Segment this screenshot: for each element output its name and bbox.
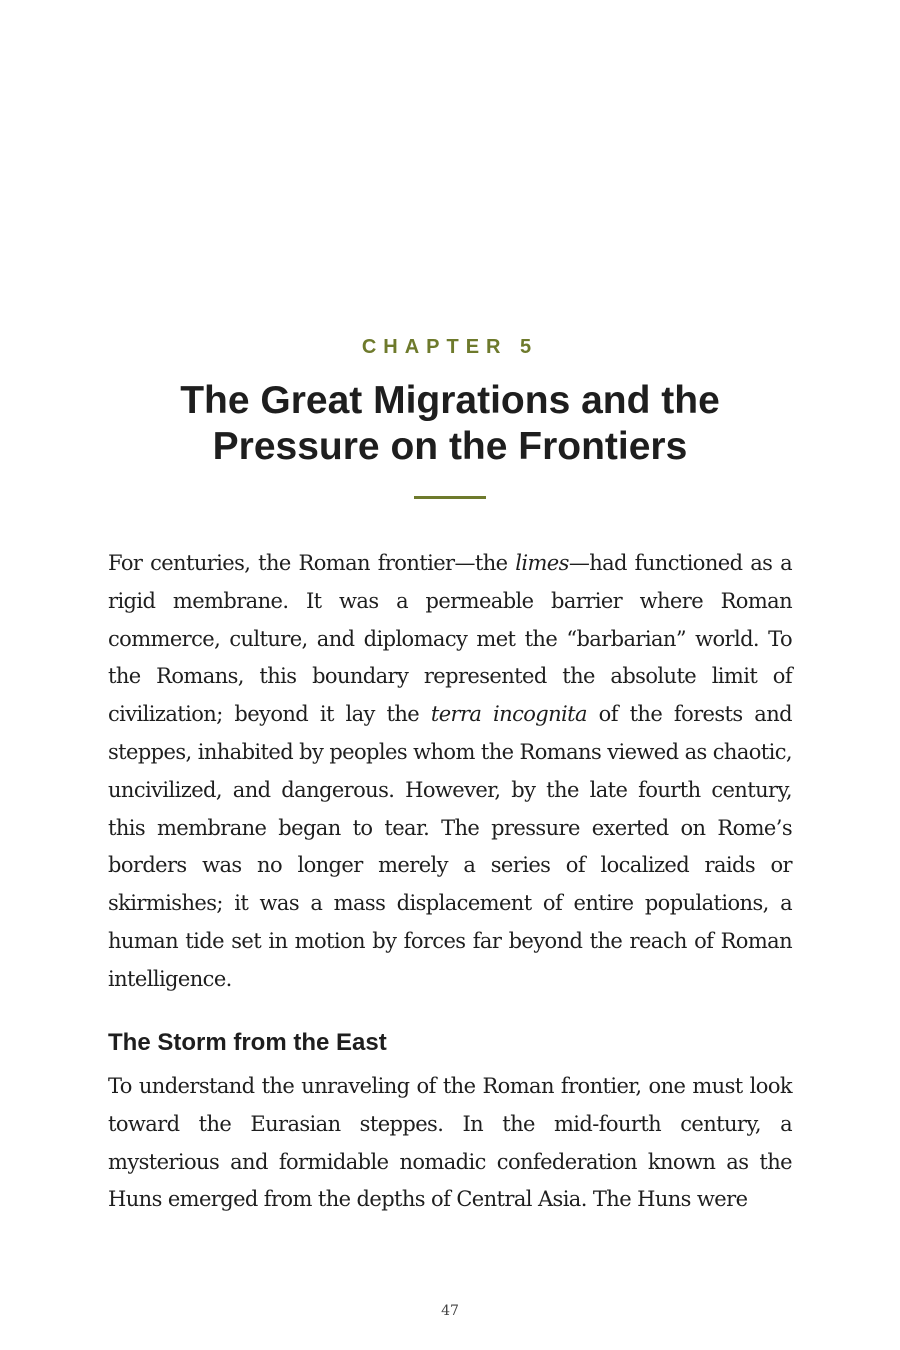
paragraph-1-text-a: For centuries, the Roman frontier—the bbox=[108, 551, 516, 575]
paragraph-1-text-b: —had functioned as a rigid membrane. It was a permeable barrier where Roman commerce, culture, and diplomacy met the “barbarian” world. To the Romans, this boundary represented the absolute limit of civilization; beyond it lay the bbox=[108, 551, 792, 727]
chapter-title-line-2: Pressure on the Frontiers bbox=[212, 425, 688, 468]
chapter-label: CHAPTER 5 bbox=[361, 336, 539, 358]
body-paragraph-2: To understand the unraveling of the Roman frontier, one must look toward the Eurasian steppes. In the mid-fourth century, a mysterious and formidable nomadic confederation known as the Huns emerged from the depths of Central Asia. The Huns were bbox=[108, 1074, 792, 1212]
page-number: 47 bbox=[441, 1303, 459, 1319]
paragraph-1-italic-terra-incognita: terra incognita bbox=[430, 702, 587, 727]
chapter-title bbox=[100, 378, 800, 470]
chapter-title-line-1: The Great Migrations and the bbox=[180, 379, 720, 422]
paragraph-1-text-c: of the forests and steppes, inhabited by peoples whom the Romans viewed as chaotic, uncivilized, and dangerous. However, by the late fourth century, this membrane began to tear. The pressure exerted on Rome’s borders was no longer merely a series of localized raids or skirmishes; it was a mass displacement of entire populations, a human tide set in motion by forces far beyond the reach of Roman intelligence. bbox=[108, 702, 792, 991]
paragraph-1-italic-limes: limes bbox=[515, 551, 569, 575]
title-divider bbox=[414, 496, 486, 499]
body-paragraph-1 bbox=[108, 545, 792, 999]
section-heading: The Storm from the East bbox=[108, 1029, 387, 1056]
